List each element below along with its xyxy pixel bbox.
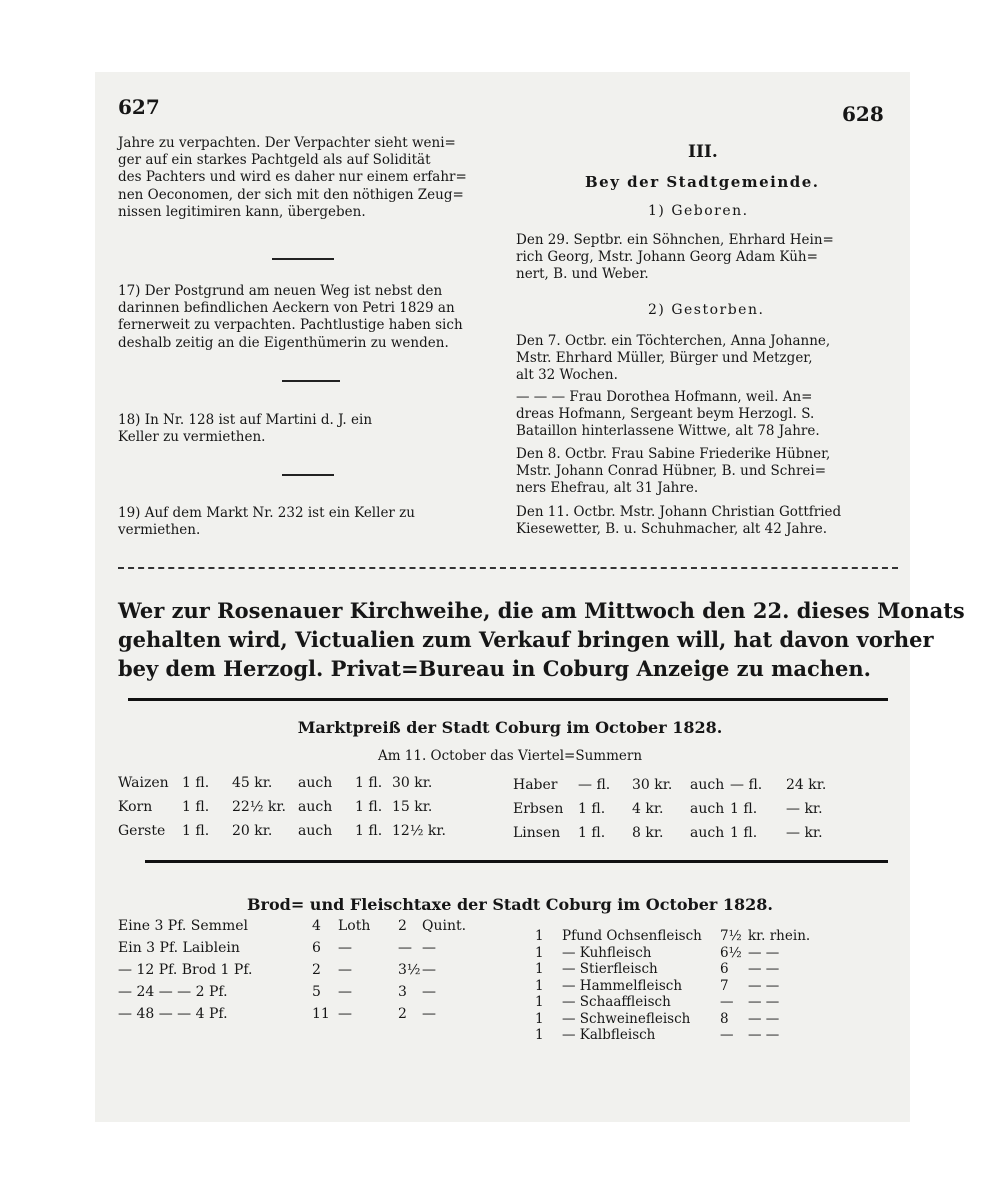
market-right-row-cell: Erbsen <box>513 801 564 817</box>
market-left-row-cell: 15 kr. <box>392 799 433 815</box>
market-left-row-cell: Gerste <box>118 823 166 839</box>
meat-row-cell: — <box>720 994 734 1010</box>
meat-row-cell: — — <box>748 1010 780 1027</box>
market-right-row-cell: 30 kr. <box>632 777 673 793</box>
meat-row-cell: 1 <box>535 977 544 994</box>
meat-row-cell: 1 <box>535 1010 544 1027</box>
text-line: Den 8. Octbr. Frau Sabine Friederike Hübner, <box>516 446 831 462</box>
market-right-row-cell: 1 fl. <box>578 801 606 817</box>
text-line: Keller zu vermiethen. <box>118 429 266 446</box>
meat-row-cell: — — <box>748 944 780 961</box>
market-left-row-cell: Korn <box>118 799 153 815</box>
bread-row-cell: — <box>422 1006 436 1022</box>
ad-lease-continued <box>118 135 498 221</box>
meat-row-cell: 7½ <box>720 928 742 944</box>
meat-row-cell: — — <box>748 977 780 994</box>
market-left-row-cell: auch <box>298 799 333 815</box>
text-line: deshalb zeitig an die Eigenthümerin zu wenden. <box>118 334 449 351</box>
meat-row-cell: — — <box>748 994 780 1010</box>
market-right-row-cell: 24 kr. <box>786 777 827 793</box>
text-line: darinnen befindlichen Aeckern von Petri 1829 an <box>118 300 455 317</box>
text-line: 17) Der Postgrund am neuen Weg ist nebst den <box>118 283 443 299</box>
bread-row-cell: — <box>422 940 436 956</box>
dashed-rule <box>118 567 898 569</box>
text-line: Mstr. Ehrhard Müller, Bürger und Metzger, <box>516 350 813 367</box>
market-right-row-cell: — fl. <box>730 777 763 793</box>
market-left-row-cell: 1 fl. <box>355 775 383 791</box>
market-subtitle: Am 11. October das Viertel=Summern <box>377 748 643 764</box>
market-left-row-cell: 1 fl. <box>182 823 210 839</box>
bread-row-cell: 2 <box>312 962 321 978</box>
market-right-row-cell: — fl. <box>578 777 611 793</box>
subheading-died: 2) Gestorben. <box>648 302 765 318</box>
meat-row-cell: — — <box>748 961 780 977</box>
bread-row-cell: Ein 3 Pf. Laiblein <box>118 940 240 956</box>
text-line: 19) Auf dem Markt Nr. 232 ist ein Keller zu <box>118 505 415 521</box>
market-right-row-cell: auch <box>690 825 725 841</box>
market-left-row-cell: 30 kr. <box>392 775 433 791</box>
text-line: 18) In Nr. 128 ist auf Martini d. J. ein <box>118 412 373 428</box>
meat-row-cell: 1 <box>535 944 544 961</box>
meat-row-cell: 1 <box>535 961 544 977</box>
bread-row-cell: — <box>338 984 352 1000</box>
separator <box>282 380 340 382</box>
subheading-born: 1) Geboren. <box>648 203 749 219</box>
text-line: gehalten wird, Victualien zum Verkauf bringen will, hat davon vorher <box>118 627 934 652</box>
rule <box>145 860 888 863</box>
text-line: ger auf ein starkes Pachtgeld als auf Solidität <box>118 152 431 169</box>
market-right-row-cell: 1 fl. <box>730 801 758 817</box>
meat-row-cell: 8 <box>720 1010 729 1027</box>
market-left-row-cell: 1 fl. <box>182 799 210 815</box>
section-heading: Bey der Stadtgemeinde. <box>585 173 820 191</box>
market-right-row-cell: 4 kr. <box>632 801 664 817</box>
death-entry-2 <box>516 389 896 441</box>
meat-row-cell: 7 <box>720 977 729 994</box>
ad-18-keller <box>118 412 498 446</box>
born-entry <box>516 232 896 284</box>
meat-row-cell: — Kuhfleisch <box>562 944 652 961</box>
notice-kirchweihe <box>118 596 965 683</box>
text-line: Kiesewetter, B. u. Schuhmacher, alt 42 Jahre. <box>516 521 828 538</box>
death-entry-3 <box>516 446 896 498</box>
bread-row-cell: — <box>398 940 412 956</box>
text-line: Mstr. Johann Conrad Hübner, B. und Schrei= <box>516 463 827 480</box>
market-left-row-cell: auch <box>298 823 333 839</box>
text-line: — — — Frau Dorothea Hofmann, weil. An= <box>516 389 813 405</box>
bread-row-cell: — <box>422 984 436 1000</box>
death-entry-1 <box>516 333 896 385</box>
market-left-row-cell: 1 fl. <box>355 823 383 839</box>
market-right-row-cell: 1 fl. <box>730 825 758 841</box>
page-number-right: 628 <box>842 102 884 126</box>
ad-17-postgrund <box>118 283 498 352</box>
bread-row-cell: 2 <box>398 918 407 934</box>
bread-row-cell: Loth <box>338 918 371 934</box>
meat-row-cell: kr. rhein. <box>748 928 811 944</box>
market-title: Marktpreiß der Stadt Coburg im October 1828. <box>297 718 723 737</box>
meat-row-cell: 6½ <box>720 944 742 961</box>
market-left-row-cell: 22½ kr. <box>232 799 286 815</box>
bread-row-cell: — 48 — — 4 Pf. <box>118 1006 228 1022</box>
market-left-row-cell: 1 fl. <box>182 775 210 791</box>
separator <box>272 258 334 260</box>
text-line: nen Oeconomen, der sich mit den nöthigen Zeug= <box>118 186 464 203</box>
text-line: Wer zur Rosenauer Kirchweihe, die am Mittwoch den 22. dieses Monats <box>118 598 965 623</box>
meat-row-cell: — Stierfleisch <box>562 961 658 977</box>
market-left-row-cell: 1 fl. <box>355 799 383 815</box>
ad-19-keller <box>118 505 498 539</box>
meat-row-cell: — Hammelfleisch <box>562 977 683 994</box>
tax-title: Brod= und Fleischtaxe der Stadt Coburg im October 1828. <box>247 895 773 914</box>
bread-row-cell: — <box>422 962 436 978</box>
bread-row-cell: — <box>338 1006 352 1022</box>
meat-row-cell: — Kalbfleisch <box>562 1027 656 1043</box>
text-line: rich Georg, Mstr. Johann Georg Adam Küh= <box>516 249 818 266</box>
text-line: Bataillon hinterlassene Wittwe, alt 78 Jahre. <box>516 423 820 440</box>
bread-row-cell: — 24 — — 2 Pf. <box>118 984 228 1000</box>
market-right-row-cell: — kr. <box>786 801 823 817</box>
meat-row-cell: — Schweinefleisch <box>562 1010 691 1027</box>
text-line: Den 29. Septbr. ein Söhnchen, Ehrhard Hein= <box>516 232 834 248</box>
text-line: Den 11. Octbr. Mstr. Johann Christian Gottfried <box>516 504 842 520</box>
text-line: fernerweit zu verpachten. Pachtlustige haben sich <box>118 317 463 334</box>
bread-row-cell: 2 <box>398 1006 407 1022</box>
meat-row-cell: — Schaaffleisch <box>562 994 671 1010</box>
bread-row-cell: 11 <box>312 1006 330 1022</box>
text-line: alt 32 Wochen. <box>516 367 618 384</box>
meat-row-cell: 1 <box>535 1027 544 1043</box>
market-right-row-cell: — kr. <box>786 825 823 841</box>
meat-row-cell: Pfund Ochsenfleisch <box>562 928 702 944</box>
market-right-row-cell: 1 fl. <box>578 825 606 841</box>
market-right-row-cell: auch <box>690 777 725 793</box>
bread-row-cell: 6 <box>312 940 321 956</box>
market-right-row-cell: Linsen <box>513 825 561 841</box>
text-line: dreas Hofmann, Sergeant beym Herzogl. S. <box>516 406 815 423</box>
text-line: vermiethen. <box>118 522 201 539</box>
meat-row-cell: — <box>720 1027 734 1043</box>
bread-row-cell: — <box>338 940 352 956</box>
bread-row-cell: 5 <box>312 984 321 1000</box>
meat-row-cell: 6 <box>720 961 729 977</box>
bread-row-cell: 3½ <box>398 962 421 978</box>
market-left-row-cell: auch <box>298 775 333 791</box>
text-line: des Pachters und wird es daher nur einem erfahr= <box>118 169 467 186</box>
bread-row-cell: 4 <box>312 918 321 934</box>
death-entry-4 <box>516 504 896 538</box>
text-line: Den 7. Octbr. ein Töchterchen, Anna Johanne, <box>516 333 831 349</box>
text-line: nissen legitimiren kann, übergeben. <box>118 203 366 220</box>
meat-row-cell: 1 <box>535 994 544 1010</box>
meat-row-cell: 1 <box>535 928 544 944</box>
page-number-left: 627 <box>118 95 160 119</box>
text-line: bey dem Herzogl. Privat=Bureau in Coburg Anzeige zu machen. <box>118 656 871 681</box>
bread-row-cell: Eine 3 Pf. Semmel <box>118 918 248 934</box>
market-left-row-cell: 12½ kr. <box>392 823 446 839</box>
separator <box>282 474 334 476</box>
bread-row-cell: 3 <box>398 984 407 1000</box>
text-line: nert, B. und Weber. <box>516 266 649 283</box>
market-left-row-cell: Waizen <box>118 775 169 791</box>
bread-row-cell: — <box>338 962 352 978</box>
market-right-row-cell: auch <box>690 801 725 817</box>
section-number: III. <box>688 142 718 162</box>
meat-row-cell: — — <box>748 1027 780 1043</box>
bread-row-cell: Quint. <box>422 918 467 934</box>
rule <box>128 698 888 701</box>
market-right-row-cell: 8 kr. <box>632 825 664 841</box>
text-line: ners Ehefrau, alt 31 Jahre. <box>516 480 699 497</box>
market-left-row-cell: 20 kr. <box>232 823 273 839</box>
text-line: Jahre zu verpachten. Der Verpachter sieht weni= <box>118 135 456 151</box>
market-right-row-cell: Haber <box>513 777 558 793</box>
market-left-row-cell: 45 kr. <box>232 775 273 791</box>
bread-row-cell: — 12 Pf. Brod 1 Pf. <box>118 962 253 978</box>
